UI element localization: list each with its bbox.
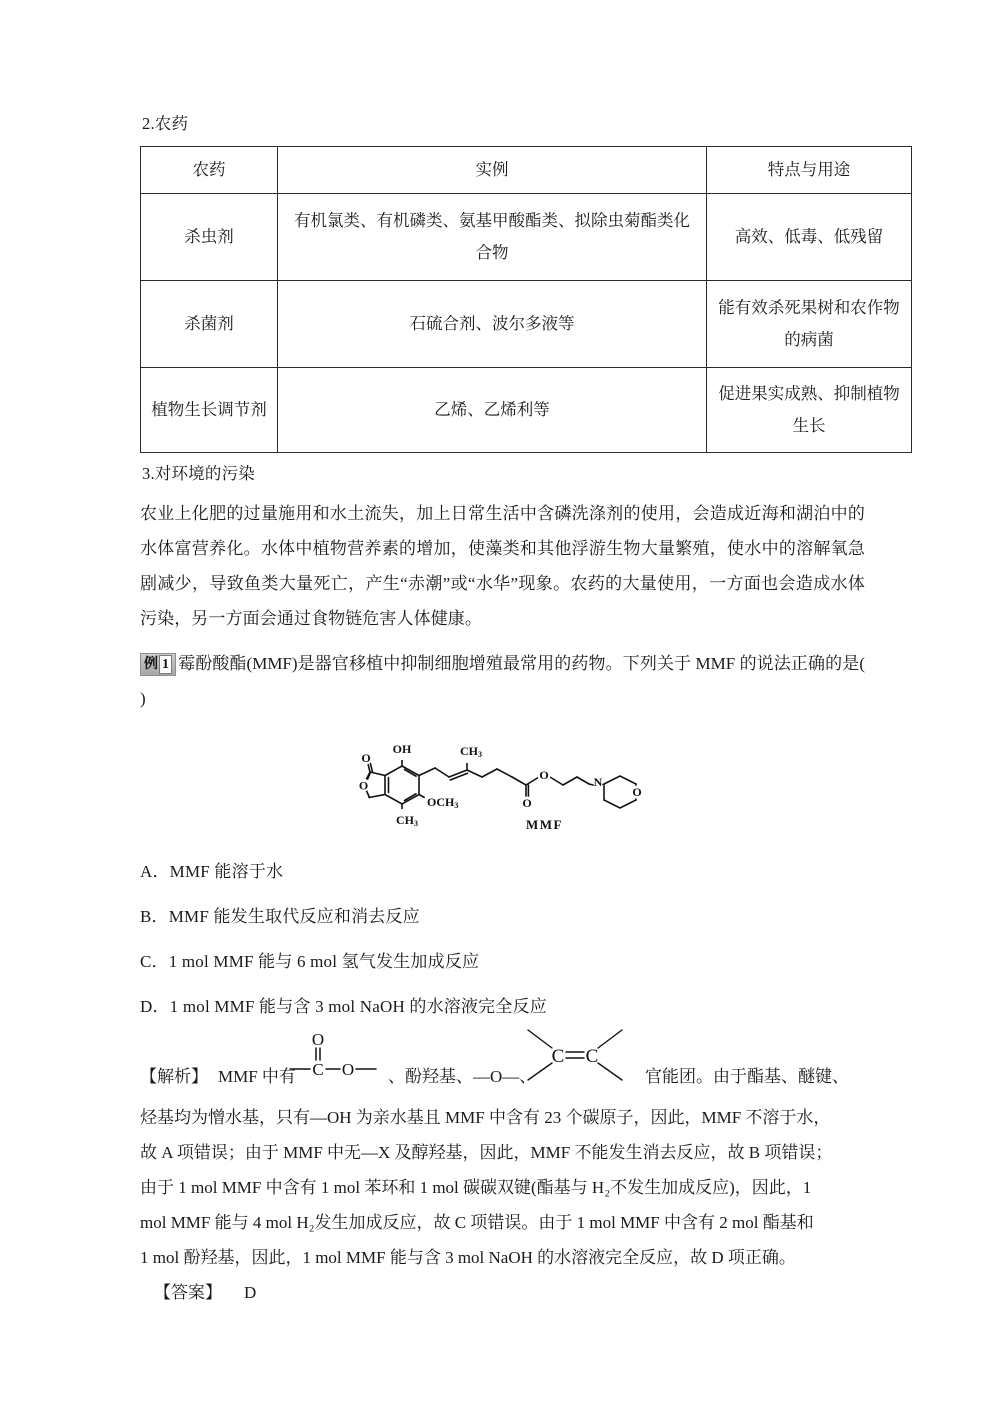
cell-features: 高效、低毒、低残留	[707, 193, 912, 280]
page-content	[140, 112, 900, 1310]
label-carbonyl-oxygen: O	[361, 750, 371, 765]
label-morpholine-oxygen: O	[632, 784, 642, 799]
label-methyl-bottom: CH3	[396, 812, 418, 828]
ester-o-right: O	[341, 1059, 355, 1079]
analysis-line-4: mol MMF 能与 4 mol H₂发生加成反应，故 C 项错误。由于 1 mol MMF 中含有 2 mol 酯基和	[140, 1212, 814, 1232]
analysis-tail-text: 官能团。由于酯基、醚键、	[645, 1066, 849, 1086]
label-ester-oxygen: O	[539, 767, 549, 782]
cell-examples: 有机氯类、有机磷类、氨基甲酸酯类、拟除虫菊酯类化合物	[278, 193, 707, 280]
ester-group-svg	[288, 1028, 380, 1084]
analysis-first-line	[140, 1030, 865, 1100]
example-stem-line	[140, 646, 865, 716]
answer-label: 【答案】	[154, 1282, 222, 1302]
table-header-features: 特点与用途	[707, 146, 912, 193]
label-lactone-ring-oxygen: O	[358, 778, 369, 792]
alkene-group-svg	[520, 1024, 630, 1086]
analysis-mid-text: 、酚羟基、—O—、	[388, 1066, 537, 1086]
pesticide-table	[140, 146, 912, 453]
spacer	[140, 889, 865, 899]
mmf-structure-diagram	[140, 730, 862, 838]
analysis-line-5: 1 mol 酚羟基，因此，1 mol MMF 能与含 3 mol NaOH 的水溶液完全反应，故 D 项正确。	[140, 1247, 796, 1267]
spacer	[140, 979, 865, 989]
label-hydroxyl: OH	[392, 741, 412, 756]
table-header-row	[141, 146, 912, 193]
ester-carbon: C	[312, 1059, 324, 1079]
section-heading-pollution: 3.对环境的污染	[142, 463, 255, 483]
analysis-label: 【解析】	[140, 1066, 208, 1086]
label-ester-carbonyl-oxygen: O	[522, 795, 532, 810]
cell-features: 能有效杀死果树和农作物的病菌	[707, 280, 912, 367]
alkene-carbon-right: C	[585, 1045, 599, 1067]
table-row	[141, 193, 912, 280]
table-row	[141, 280, 912, 367]
pollution-paragraph: 农业上化肥的过量施用和水土流失，加上日常生活中含磷洗涤剂的使用，会造成近海和湖泊中的水体富营养化。水体中植物营养素的增加，使藻类和其他浮游生物大量繁殖，使水中的溶解氧急剧减少，导致鱼类大量死亡，产生“赤潮”或“水华”现象。农药的大量使用，一方面也会造成水体污染，另一方面会通过食物链危害人体健康。	[140, 503, 865, 628]
table-row	[141, 367, 912, 452]
label-methoxy: OCH3	[427, 794, 459, 810]
alkene-group-fragment	[520, 1024, 630, 1086]
ester-o-top: O	[311, 1029, 325, 1049]
label-methyl-top: CH3	[460, 743, 482, 759]
example-badge-label: 例	[144, 656, 158, 672]
example-stem-text: 霉酚酸酯(MMF)是器官移植中抑制细胞增殖最常用的药物。下列关于 MMF 的说法正确的是( )	[140, 653, 865, 708]
analysis-line-2: 故 A 项错误；由于 MMF 中无—X 及醇羟基，因此，MMF 不能发生消去反应，故 B 项错误；	[140, 1142, 833, 1162]
analysis-line-1: 烃基均为憎水基，只有—OH 为亲水基且 MMF 中含有 23 个碳原子，因此，MMF 不溶于水，	[140, 1107, 831, 1127]
cell-category: 植物生长调节剂	[141, 367, 278, 452]
analysis-intro: MMF 中有	[218, 1066, 296, 1086]
table-header-examples: 实例	[278, 146, 707, 193]
table-header-category: 农药	[141, 146, 278, 193]
answer-line	[154, 1275, 865, 1310]
option-d[interactable]: D．1 mol MMF 能与含 3 mol NaOH 的水溶液完全反应	[140, 996, 547, 1016]
structure-caption: MMF	[526, 816, 563, 832]
cell-features: 促进果实成熟、抑制植物生长	[707, 367, 912, 452]
section-heading-pesticides: 2.农药	[142, 114, 189, 133]
cell-category: 杀虫剂	[141, 193, 278, 280]
option-b[interactable]: B．MMF 能发生取代反应和消去反应	[140, 906, 420, 926]
spacer	[140, 934, 865, 944]
cell-examples: 石硫合剂、波尔多液等	[278, 280, 707, 367]
option-c[interactable]: C．1 mol MMF 能与 6 mol 氢气发生加成反应	[140, 951, 480, 971]
ester-group-fragment	[288, 1028, 380, 1084]
option-a[interactable]: A．MMF 能溶于水	[140, 861, 284, 881]
cell-examples: 乙烯、乙烯利等	[278, 367, 707, 452]
analysis-line-3: 由于 1 mol MMF 中含有 1 mol 苯环和 1 mol 碳碳双键(酯基与 H₂不发生加成反应)，因此，1	[140, 1177, 812, 1197]
cell-category: 杀菌剂	[141, 280, 278, 367]
example-badge-number: 1	[159, 655, 172, 674]
mmf-skeletal-formula	[336, 730, 666, 838]
example-badge	[140, 653, 176, 676]
alkene-carbon-left: C	[551, 1045, 565, 1067]
answer-value: D	[244, 1282, 257, 1302]
label-amine-nitrogen: N	[593, 774, 603, 789]
